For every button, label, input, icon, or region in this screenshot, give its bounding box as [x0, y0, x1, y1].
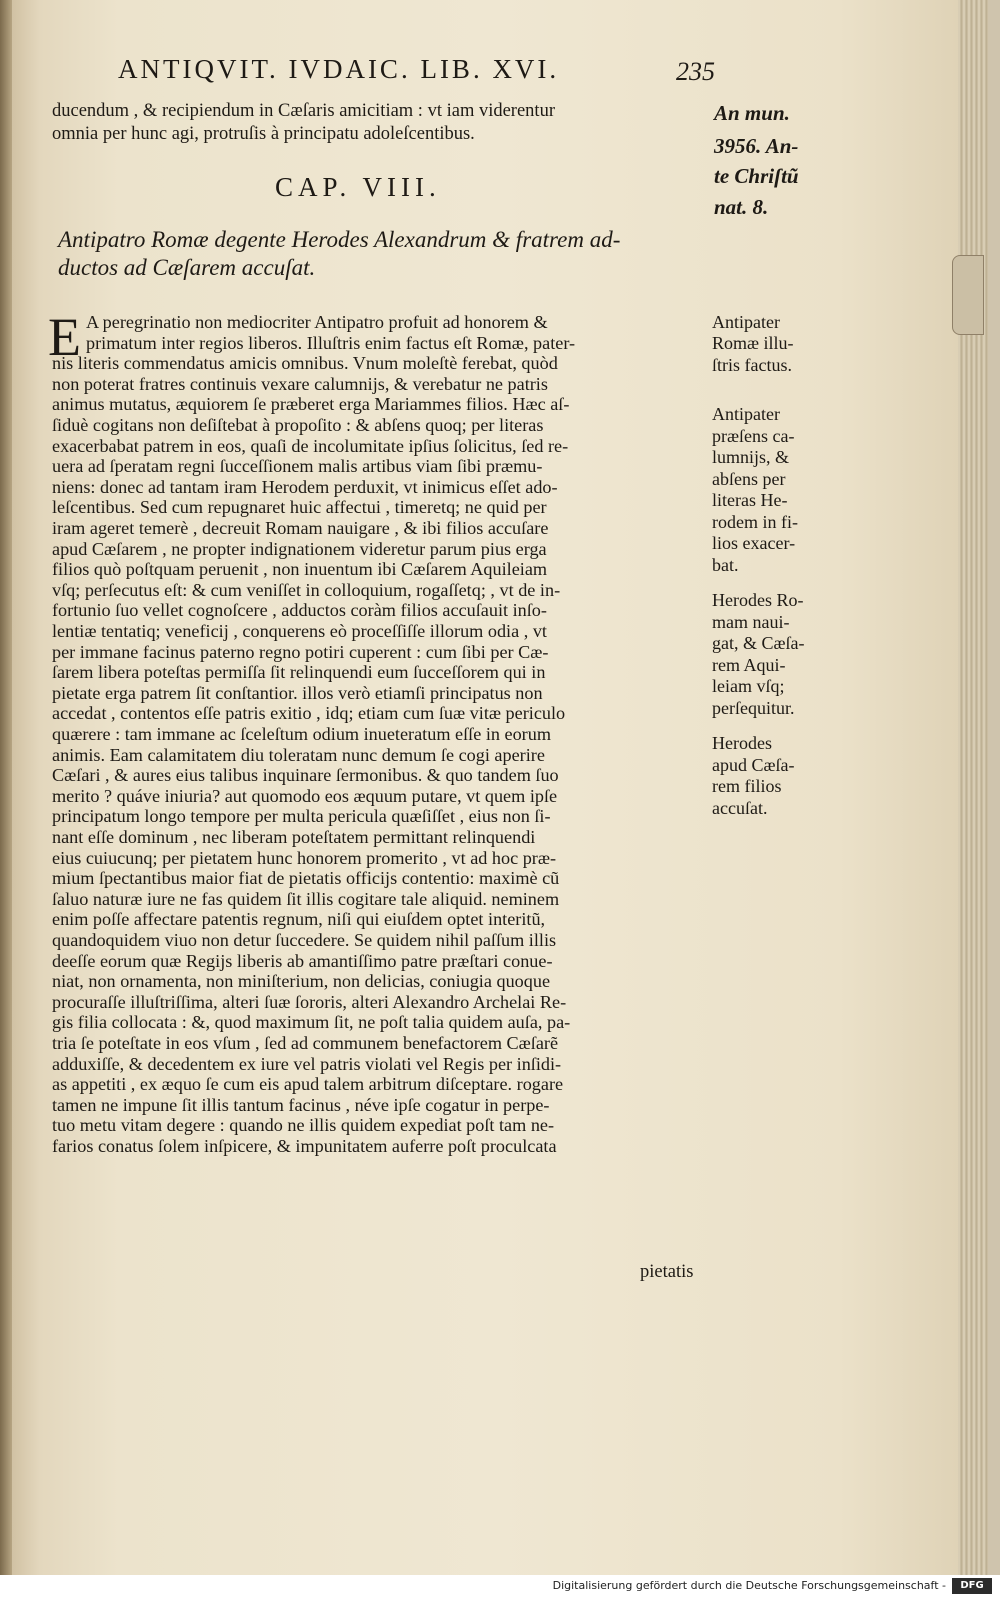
chapter-summary-line: Antipatro Romæ degente Herodes Alexandrum & fratrem ad- [58, 227, 621, 252]
body-line: pietate erga patrem ſit conſtantior. illos verò etiamſi principatus non [52, 682, 543, 703]
chapter-title: CAP. VIII. [275, 172, 441, 202]
body-line: iram ageret temerè , decreuit Romam nauigare , & ibi filios accuſare [52, 518, 549, 538]
body-line: A peregrinatio non mediocriter Antipatro profuit ad honorem & [86, 312, 548, 332]
body-line: deeſſe eorum quæ Regijs liberis ab amantiſſimo patre præſtari conue- [52, 950, 553, 971]
body-line: tamen ne impune ſit illis tantum facinus , néve ipſe cogatur in perpe- [52, 1094, 550, 1115]
margin-note-line: perſequitur. [712, 698, 795, 718]
page-gutter [0, 0, 12, 1575]
intro-line: ducendum , & recipiendum in Cæſaris amicitiam : vt iam viderentur [52, 101, 555, 121]
body-line: nis literis commendatus amicis omnibus. Vnum moleſtè ferebat, quòd [52, 353, 558, 374]
margin-note-line: rodem in fi- [712, 512, 798, 532]
body-line: primatum inter regios liberos. Illuſtris enim factus eſt Romæ, pater- [86, 332, 576, 353]
body-line: niens: donec ad tantam iram Herodem perduxit, vt inimicus eſſet ado- [52, 476, 558, 497]
margin-note-line: rem Aqui- [712, 655, 786, 675]
running-head: ANTIQVIT. IVDAIC. LIB. XVI. [118, 54, 560, 84]
body-line: tuo metu vitam degere : quando ne illis quidem expediat poſt tam ne- [52, 1115, 555, 1136]
page-edge [958, 0, 988, 1575]
margin-date-line: te Chriſtũ [714, 164, 799, 188]
drop-cap: E [48, 307, 81, 367]
body-line: vſq; perſecutus eſt: & cum veniſſet in colloquium, rogaſſetq; , vt de in- [52, 579, 561, 600]
body-line: procuraſſe illuſtriſſima, alteri ſuæ ſororis, alteri Alexandro Archelai Re- [52, 991, 567, 1012]
body-line: non poterat fratres continuis vexare calumnijs, & verebatur ne patris [52, 373, 548, 394]
body-line: mium ſpectantibus maior fiat de pietatis officijs contentio: maximè cũ [52, 868, 560, 889]
body-line: fortunio ſuo vellet cognoſcere , adductos coràm filios accuſauit inſo- [52, 600, 547, 621]
margin-note-line: apud Cæſa- [712, 755, 795, 775]
margin-note-line: abſens per [712, 469, 786, 489]
body-line: per immane facinus paterno regno potiri cuperent : cum ſibi per Cæ- [52, 641, 549, 662]
body-line: quærere : tam immane ac ſceleſtum odium inueteratum eſſe in eorum [52, 724, 551, 744]
body-line: filios quò poſtquam peruenit , non inuentum ibi Cæſarem Aquileiam [52, 559, 548, 580]
body-line: quandoquidem viuo non detur ſuccedere. Se quidem nihil paſſum illis [52, 930, 557, 950]
body-line: tria ſe poteſtate in eos vſum , ſed ad communem benefactorem Cæſarẽ [52, 1033, 559, 1053]
page-tab-marker [952, 255, 984, 335]
body-line: farios conatus ſolem inſpicere, & impunitatem auferre poſt proculcata [52, 1136, 557, 1156]
body-line: uera ad ſperatam regni ſucceſſionem malis artibus viam ſibi præmu- [52, 456, 543, 477]
body-line: gis filia collocata : &, quod maximum ſit, ne poſt talia quidem auſa, pa- [52, 1012, 571, 1033]
body-line: ſaluo naturæ iure ne fas quidem ſit illis cogitare tale aliquid. neminem [52, 888, 560, 909]
catchword: pietatis [640, 1262, 694, 1282]
body-line: nant eſſe dominum , nec liberam poteſtatem permittant relinquendi [52, 827, 536, 847]
footer-credit: Digitalisierung gefördert durch die Deutsche Forschungsgemeinschaft - [552, 1579, 946, 1592]
body-line: Cæſari , & aures eius talibus inquinare ſermonibus. & quo tandem ſuo [52, 765, 559, 786]
margin-note-line: Romæ illu- [712, 333, 794, 353]
body-line: as appetiti , ex æquo ſe cum eis apud talem arbitrum diſceptare. rogare [52, 1074, 564, 1095]
body-line: merito ? quáve iniuria? aut quomodo eos æquum putare, vt quem ipſe [52, 785, 558, 806]
margin-note-line: bat. [712, 555, 739, 575]
margin-note-line: mam naui- [712, 612, 790, 632]
body-line: animus mutatus, æquiorem ſe præberet erga Mariammes filios. Hæc aſ- [52, 394, 570, 415]
body-line: enim poſſe affectare patentis regnum, niſi qui eiuſdem optet interitũ, [52, 909, 546, 930]
body-line: exacerbabat patrem in eos, quaſi de incolumitate ipſius ſolicitus, ſed re- [52, 435, 569, 456]
body-line: niat, non ornamenta, non miniſterium, non delicias, coniugia quoque [52, 971, 551, 992]
body-line: adduxiſſe, & decedentem ex iure vel patris violati vel Regis per inſidi- [52, 1053, 562, 1074]
margin-note-line: gat, & Cæſa- [712, 633, 805, 653]
dfg-logo: DFG [952, 1578, 992, 1594]
margin-note-line: lumnijs, & [712, 447, 790, 467]
body-line: principatum longo tempore per multa pericula quæſiſſet , eius non ſi- [52, 806, 551, 827]
margin-date-line: nat. 8. [714, 195, 769, 219]
margin-note-line: ſtris factus. [712, 355, 792, 375]
margin-note-line: Herodes Ro- [712, 590, 804, 610]
body-line: animis. Eam calamitatem diu toleratam nunc demum ſe cogi aperire [52, 744, 545, 765]
body-line: ſiduè cogitans non deſiſtebat à propoſito : & abſens quoq; per literas [52, 415, 544, 435]
margin-note-line: Antipater [712, 404, 780, 424]
margin-note-line: Herodes [712, 733, 772, 753]
intro-line: omnia per hunc agi, protruſis à principatu adoleſcentibus. [52, 124, 475, 144]
margin-date-line: An mun. [714, 101, 790, 125]
margin-note-line: præſens ca- [712, 426, 795, 446]
footer-bar [0, 1575, 1000, 1598]
chapter-summary-line: ductos ad Cæſarem accuſat. [58, 255, 316, 280]
body-line: ſarem libera poteſtas permiſſa ſit relinquendi eum ſucceſſorem qui in [52, 662, 546, 683]
margin-note-line: leiam vſq; [712, 676, 785, 696]
margin-note-line: literas He- [712, 490, 788, 510]
page-number: 235 [676, 57, 715, 86]
margin-note-line: rem filios [712, 776, 782, 796]
body-line: apud Cæſarem , ne propter indignationem videretur parum pius erga [52, 538, 547, 559]
body-line: eius cuiucunq; per pietatem hunc honorem promerito , vt ad hoc præ- [52, 847, 557, 868]
margin-date-line: 3956. An- [714, 134, 799, 158]
margin-note-line: lios exacer- [712, 533, 796, 553]
margin-note-line: Antipater [712, 312, 780, 332]
body-line: lentiæ tentatiq; veneficij , conquerens eò proceſſiſſe illorum odia , vt [52, 621, 547, 641]
margin-note-line: accuſat. [712, 798, 768, 818]
body-line: accedat , contentos eſſe patris exitio , idq; etiam cum ſuæ vitæ periculo [52, 703, 566, 724]
body-line: leſcentibus. Sed cum repugnaret huic affectui , timeretq; ne quid per [52, 497, 547, 518]
